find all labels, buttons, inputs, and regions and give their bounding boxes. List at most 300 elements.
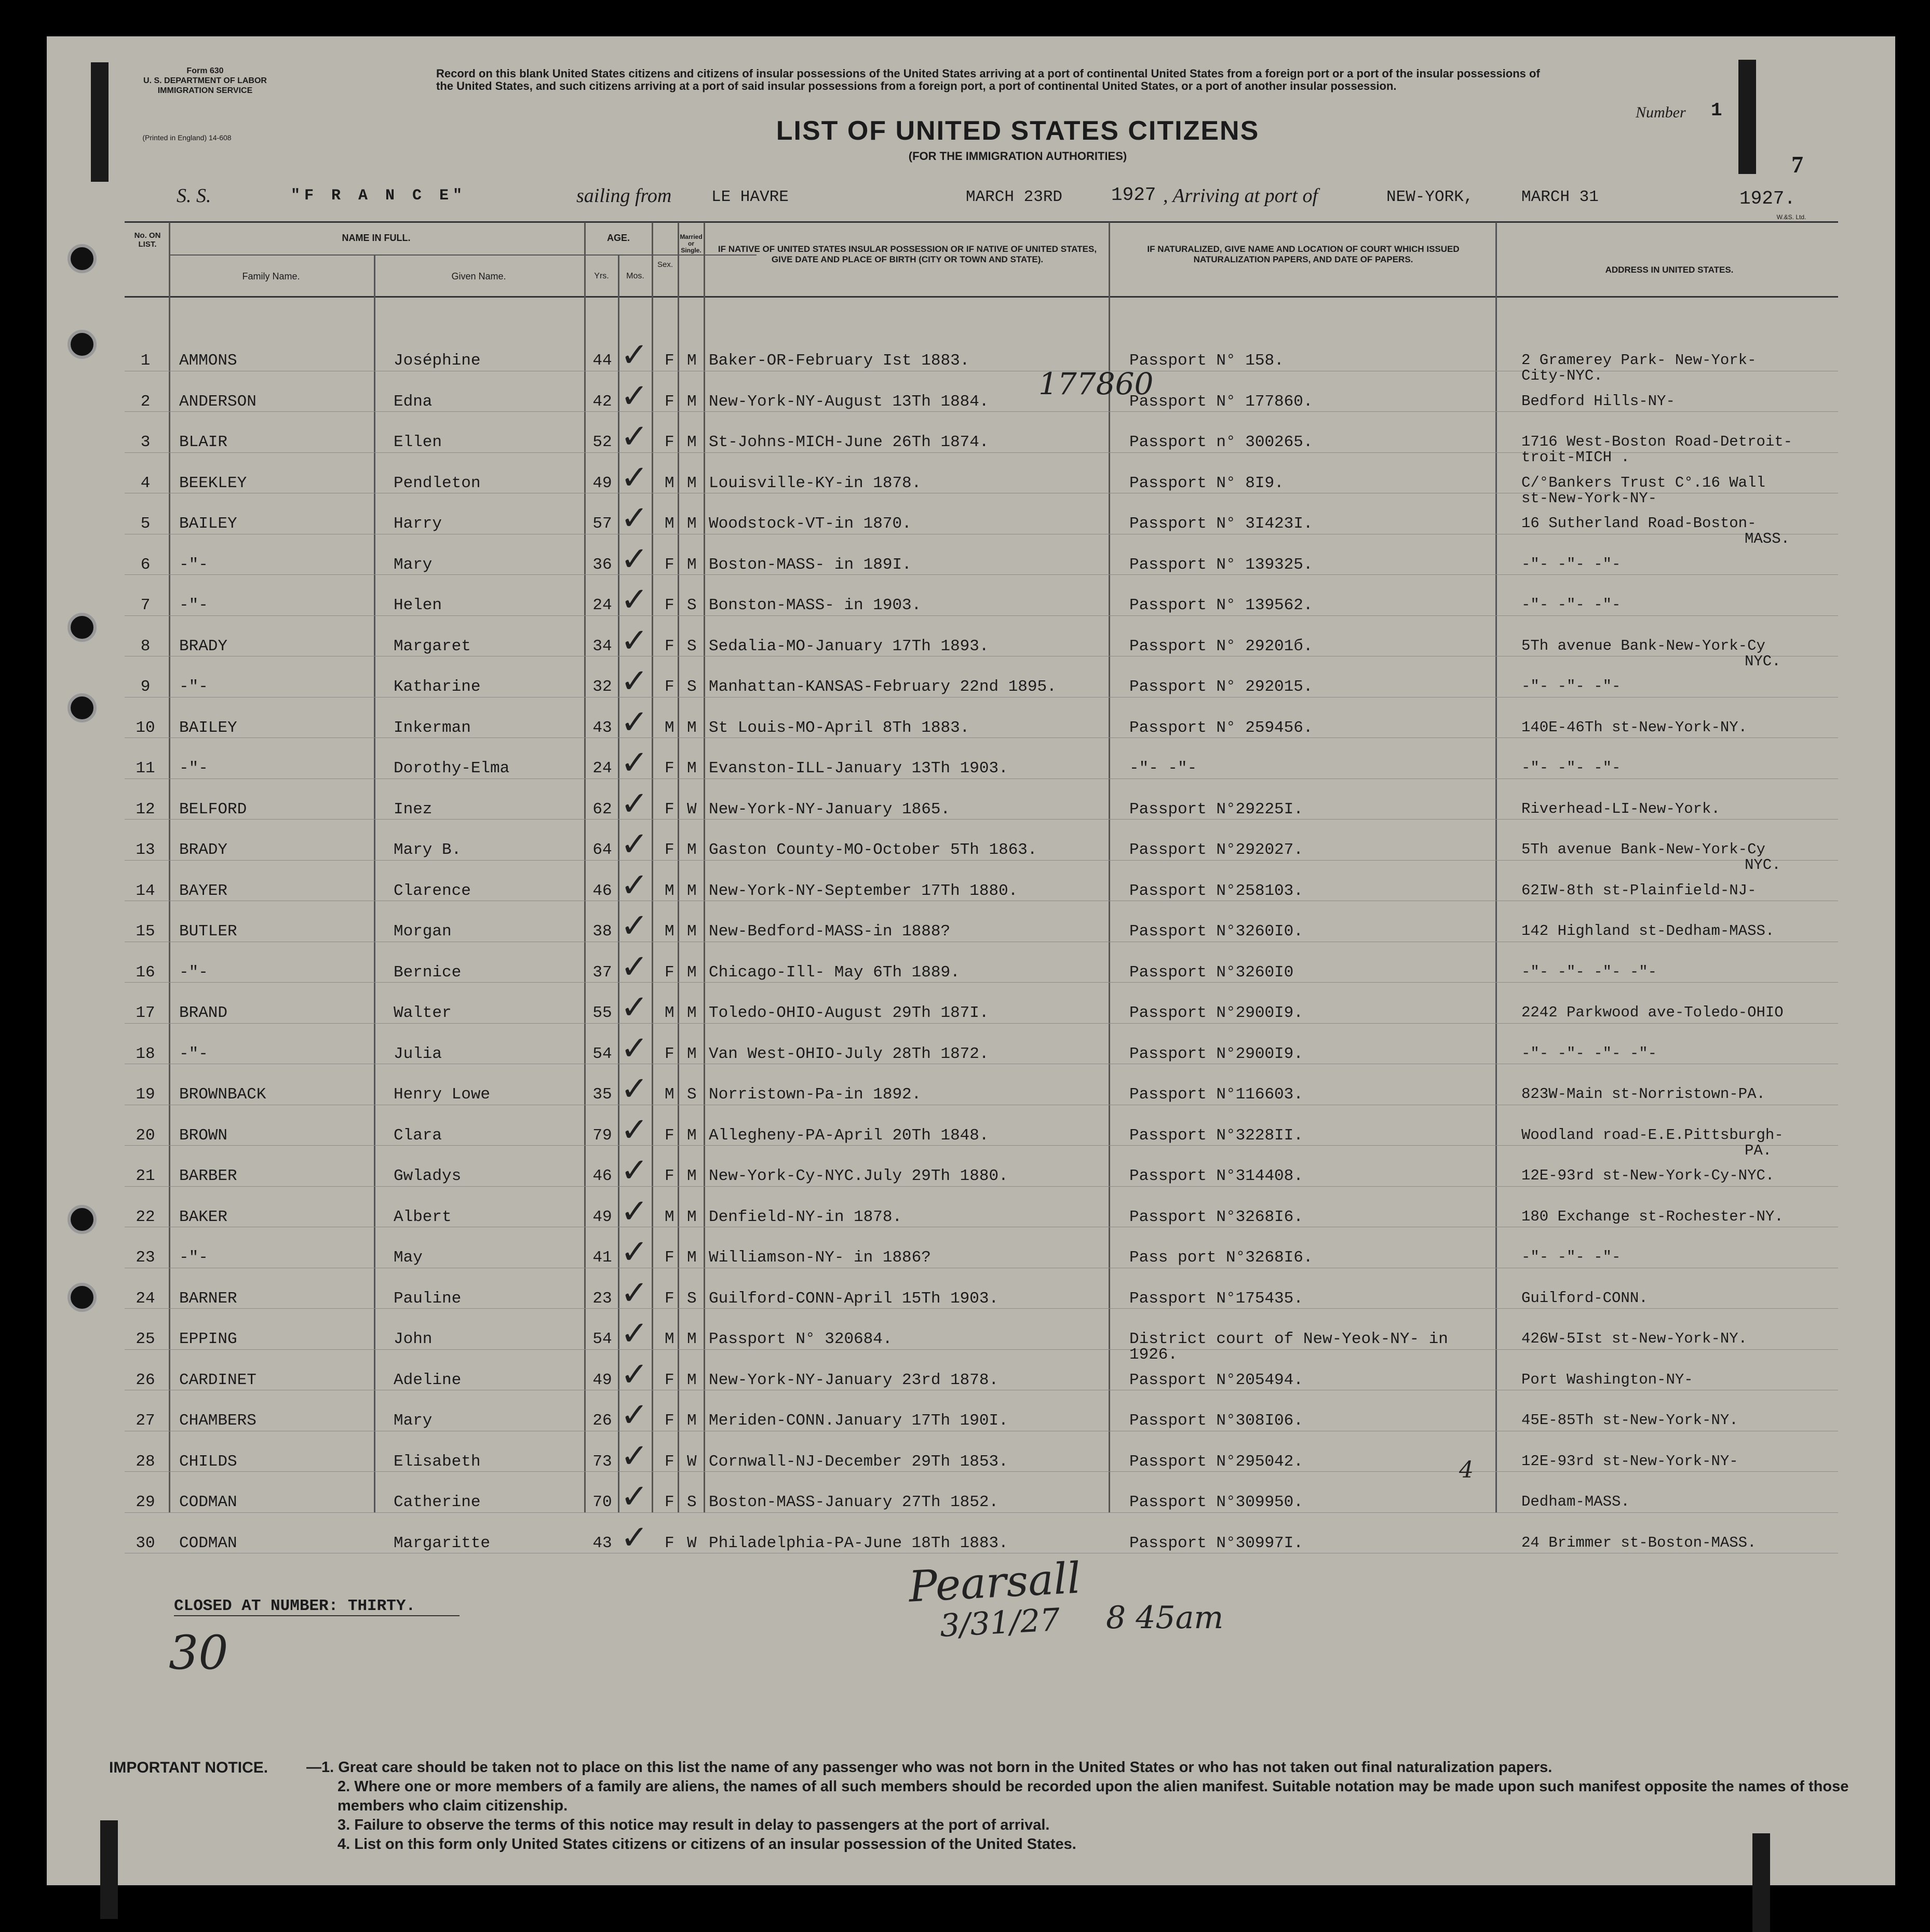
cell-no: 3 — [140, 433, 151, 451]
cell-passport: Passport N° 259456. — [1129, 718, 1313, 737]
cell-age: 35 — [592, 1085, 612, 1104]
cell-age: 38 — [592, 922, 612, 941]
cell-birth: Williamson-NY- in 1886? — [709, 1249, 931, 1267]
cell-sex: F — [665, 1289, 674, 1308]
cell-no: 16 — [136, 963, 155, 982]
cell-birth: Meriden-CONN.January 17Th 190I. — [709, 1412, 1008, 1430]
cell-given: Margaritte — [394, 1534, 491, 1552]
cell-sex: F — [665, 1493, 674, 1511]
check-mark-icon: ✓ — [620, 907, 649, 945]
cell-address: -"- -"- -"- -"- — [1521, 963, 1657, 981]
row-rule — [125, 411, 1838, 412]
cell-passport: Passport N°116603. — [1129, 1085, 1303, 1104]
cell-birth: Boston-MASS- in 189I. — [709, 555, 912, 574]
binder-tab-bottom-left-visible — [100, 1820, 118, 1919]
cell-no: 27 — [136, 1412, 155, 1430]
table-row — [47, 1437, 1895, 1482]
printer-mark: W.&S. Ltd. — [1776, 213, 1806, 221]
notice-item-4: 4. List on this form only United States citizens or citizens of an insular possession of the United States. — [338, 1836, 1076, 1853]
binder-tab-top-right — [1738, 60, 1756, 174]
cell-ms: M — [687, 1044, 697, 1063]
cell-address-line2: NYC. — [1745, 652, 1781, 670]
cell-birth: Woodstock-VT-in 1870. — [709, 515, 912, 533]
cell-passport: Passport N° 3I423I. — [1129, 515, 1313, 533]
cell-address: -"- -"- -"- — [1521, 555, 1621, 573]
row-rule — [125, 860, 1838, 861]
cell-given: Mary B. — [394, 841, 462, 859]
row-rule — [125, 1023, 1838, 1024]
cell-age: 42 — [592, 392, 612, 411]
cell-ms: M — [687, 352, 697, 370]
cell-birth: Gaston County-MO-October 5Th 1863. — [709, 841, 1037, 859]
cell-sex: M — [665, 1208, 674, 1226]
cell-family: BAILEY — [179, 718, 237, 737]
cell-passport: Pass port N°3268I6. — [1129, 1249, 1313, 1267]
cell-passport: Passport N°3260I0. — [1129, 922, 1303, 941]
cell-age: 49 — [592, 1371, 612, 1389]
cell-birth: Manhattan-KANSAS-February 22nd 1895. — [709, 678, 1057, 696]
cell-sex: F — [665, 1534, 674, 1552]
notice-item-1: —1. Great care should be taken not to place on this list the name of any passenger who was not born in the United States or who has not taken out final naturalization papers. — [306, 1759, 1553, 1776]
cell-age: 43 — [592, 718, 612, 737]
printed-label: (Printed in England) 14-608 — [142, 133, 232, 142]
cell-no: 15 — [136, 922, 155, 941]
cell-passport: Passport N°29225I. — [1129, 800, 1303, 819]
cell-address: Port Washington-NY- — [1521, 1371, 1693, 1388]
cell-age: 23 — [592, 1289, 612, 1308]
cell-no: 13 — [136, 841, 155, 859]
cell-family: BAYER — [179, 881, 228, 900]
cell-sex: M — [665, 1330, 674, 1348]
row-rule — [125, 982, 1838, 983]
cell-passport: Passport N°295042. — [1129, 1452, 1303, 1471]
cell-family: BRADY — [179, 841, 228, 859]
cell-ms: M — [687, 1249, 697, 1267]
date-to: MARCH 31 — [1521, 188, 1599, 206]
table-row — [47, 499, 1895, 547]
check-mark-icon: ✓ — [620, 662, 649, 701]
cell-family: BAKER — [179, 1208, 228, 1226]
cell-birth: Allegheny-PA-April 20Th 1848. — [709, 1126, 989, 1145]
row-rule — [125, 615, 1838, 616]
cell-age: 24 — [592, 759, 612, 777]
cell-family: -"- — [179, 555, 208, 574]
header-age: AGE. — [606, 233, 630, 243]
cell-sex: F — [665, 1044, 674, 1063]
check-mark-icon: ✓ — [620, 336, 649, 374]
cell-address-line2: MASS. — [1745, 530, 1790, 547]
cell-address-line2: troit-MICH . — [1521, 449, 1630, 466]
cell-no: 26 — [136, 1371, 155, 1389]
cell-address: 12E-93rd st-New-York-Cy-NYC. — [1521, 1167, 1775, 1184]
cell-no: 10 — [136, 718, 155, 737]
cell-family: ANDERSON — [179, 392, 257, 411]
cell-ms: S — [687, 637, 697, 655]
number-value: 1 — [1711, 100, 1722, 121]
check-mark-icon: ✓ — [620, 1273, 649, 1312]
cell-age: 79 — [592, 1126, 612, 1145]
cell-given: Henry Lowe — [394, 1085, 491, 1104]
check-mark-icon: ✓ — [620, 1518, 649, 1557]
check-mark-icon: ✓ — [620, 1070, 649, 1108]
table-row — [47, 1110, 1895, 1159]
check-mark-icon: ✓ — [620, 825, 649, 864]
cell-age: 46 — [592, 881, 612, 900]
cell-family: CODMAN — [179, 1534, 237, 1552]
cell-ms: M — [687, 1126, 697, 1145]
cell-family: EPPING — [179, 1330, 237, 1348]
row-rule — [125, 1186, 1838, 1187]
inspector-signature: Pearsall — [907, 1553, 1082, 1612]
date-from: MARCH 23RD — [966, 188, 1063, 206]
cell-age: 52 — [592, 433, 612, 451]
check-mark-icon: ✓ — [620, 458, 649, 497]
cell-address: 180 Exchange st-Rochester-NY. — [1521, 1208, 1784, 1225]
cell-sex: F — [665, 1126, 674, 1145]
table-row — [47, 784, 1895, 829]
cell-passport: Passport N°292027. — [1129, 841, 1303, 859]
table-row — [47, 744, 1895, 788]
cell-address: 140E-46Th st-New-York-NY. — [1521, 718, 1748, 736]
cell-given: Inkerman — [394, 718, 471, 737]
handwritten-count: 30 — [169, 1626, 228, 1680]
cell-given: Elisabeth — [394, 1452, 481, 1471]
cell-birth: Bonston-MASS- in 1903. — [709, 596, 922, 614]
handwritten-page-mark: 4 — [1459, 1457, 1474, 1483]
cell-passport: Passport N°3228II. — [1129, 1126, 1303, 1145]
cell-ms: M — [687, 474, 697, 492]
cell-address: 823W-Main st-Norristown-PA. — [1521, 1085, 1765, 1103]
cell-given: Clarence — [394, 881, 471, 900]
cell-birth: New-York-NY-January 23rd 1878. — [709, 1371, 999, 1389]
cell-no: 30 — [136, 1534, 155, 1552]
notice-label: IMPORTANT NOTICE. — [109, 1759, 268, 1776]
cell-address: 5Th avenue Bank-New-York-Cy — [1521, 637, 1765, 654]
cell-birth: Boston-MASS-January 27Th 1852. — [709, 1493, 999, 1511]
cell-address-line2: st-New-York-NY- — [1521, 489, 1657, 507]
cell-address: Riverhead-LI-New-York. — [1521, 800, 1720, 817]
cell-birth: New-York-NY-August 13Th 1884. — [709, 392, 989, 411]
cell-sex: F — [665, 352, 674, 370]
table-row — [47, 1151, 1895, 1196]
cell-ms: M — [687, 392, 697, 411]
check-mark-icon: ✓ — [620, 540, 649, 579]
header-bottom-rule — [125, 296, 1838, 298]
table-row — [47, 988, 1895, 1033]
cell-passport: Passport N° 158. — [1129, 352, 1284, 370]
cell-family: -"- — [179, 596, 208, 614]
cell-address: 5Th avenue Bank-New-York-Cy — [1521, 841, 1765, 858]
cell-birth: Denfield-NY-in 1878. — [709, 1208, 902, 1226]
check-mark-icon: ✓ — [620, 581, 649, 619]
cell-address: -"- -"- -"- — [1521, 759, 1621, 776]
header-married: Married or Single. — [680, 233, 703, 254]
table-row — [47, 1273, 1895, 1319]
cell-birth: St-Johns-MICH-June 26Th 1874. — [709, 433, 989, 451]
ship-name: "F R A N C E" — [291, 187, 467, 205]
cell-birth: Baker-OR-February Ist 1883. — [709, 352, 970, 370]
cell-birth: Philadelphia-PA-June 18Th 1883. — [709, 1534, 1008, 1552]
closed-at-number: CLOSED AT NUMBER: THIRTY. — [174, 1597, 416, 1615]
cell-no: 17 — [136, 1004, 155, 1022]
check-mark-icon: ✓ — [620, 1233, 649, 1271]
cell-ms: S — [687, 1085, 697, 1104]
row-rule — [125, 1308, 1838, 1309]
header-yrs: Yrs. — [594, 272, 609, 280]
cell-ms: W — [687, 1452, 697, 1471]
header-family: Family Name. — [242, 271, 300, 281]
check-mark-icon: ✓ — [620, 377, 649, 415]
header-given: Given Name. — [451, 271, 506, 281]
cell-no: 24 — [136, 1289, 155, 1308]
cell-given: Julia — [394, 1044, 442, 1063]
cell-ms: M — [687, 1330, 697, 1348]
cell-age: 26 — [592, 1412, 612, 1430]
row-rule — [125, 1145, 1838, 1146]
table-row — [47, 1478, 1895, 1522]
cell-passport: Passport N°2900I9. — [1129, 1044, 1303, 1063]
cell-family: -"- — [179, 759, 208, 777]
cell-family: BROWNBACK — [179, 1085, 266, 1104]
cell-address: 12E-93rd st-New-York-NY- — [1521, 1452, 1738, 1470]
cell-no: 2 — [140, 392, 151, 411]
cell-age: 43 — [592, 1534, 612, 1552]
cell-no: 4 — [140, 474, 151, 492]
cell-given: Ellen — [394, 433, 442, 451]
cell-ms: M — [687, 841, 697, 859]
cell-age: 62 — [592, 800, 612, 819]
cell-address-line2: NYC. — [1745, 856, 1781, 874]
check-mark-icon: ✓ — [620, 1192, 649, 1231]
cell-passport: Passport N° 8I9. — [1129, 474, 1284, 492]
cell-passport: Passport N° 292015. — [1129, 678, 1313, 696]
department-label: U. S. DEPARTMENT OF LABOR — [143, 76, 267, 85]
cell-address: 24 Brimmer st-Boston-MASS. — [1521, 1534, 1757, 1551]
check-mark-icon: ✓ — [620, 947, 649, 986]
cell-family: BARNER — [179, 1289, 237, 1308]
cell-ms: W — [687, 800, 697, 819]
cell-sex: F — [665, 1249, 674, 1267]
cell-sex: M — [665, 1085, 674, 1104]
year-to: 1927. — [1739, 188, 1796, 209]
check-mark-icon: ✓ — [620, 1151, 649, 1190]
table-row — [47, 703, 1895, 748]
cell-passport: Passport N°314408. — [1129, 1167, 1303, 1185]
binder-tab-top-left — [91, 62, 109, 182]
cell-sex: F — [665, 596, 674, 614]
cell-ms: M — [687, 881, 697, 900]
closed-underline — [174, 1615, 460, 1616]
cell-given: John — [394, 1330, 433, 1348]
list-title: LIST OF UNITED STATES CITIZENS — [776, 116, 1260, 146]
cell-given: Pendleton — [394, 474, 481, 492]
list-subtitle: (FOR THE IMMIGRATION AUTHORITIES) — [908, 150, 1127, 163]
cell-age: 34 — [592, 637, 612, 655]
cell-sex: F — [665, 678, 674, 696]
cell-no: 5 — [140, 515, 151, 533]
cell-ms: M — [687, 1004, 697, 1022]
cell-no: 29 — [136, 1493, 155, 1511]
cell-passport: Passport N°2900I9. — [1129, 1004, 1303, 1022]
cell-sex: F — [665, 800, 674, 819]
cell-passport: Passport N°308I06. — [1129, 1412, 1303, 1430]
cell-age: 37 — [592, 963, 612, 982]
check-mark-icon: ✓ — [620, 866, 649, 905]
cell-sex: M — [665, 1004, 674, 1022]
cell-no: 21 — [136, 1167, 155, 1185]
cell-family: BAILEY — [179, 515, 237, 533]
cell-given: Dorothy-Elma — [394, 759, 510, 777]
cell-given: Bernice — [394, 963, 462, 982]
table-row — [47, 907, 1895, 951]
service-label: IMMIGRATION SERVICE — [157, 86, 253, 95]
cell-given: Catherine — [394, 1493, 481, 1511]
cell-ms: M — [687, 515, 697, 533]
cell-sex: M — [665, 881, 674, 900]
cell-passport: Passport N° 29201б. — [1129, 637, 1313, 655]
cell-address: 1716 West-Boston Road-Detroit- — [1521, 433, 1793, 450]
table-row — [47, 377, 1895, 422]
cell-birth: St Louis-MO-April 8Th 1883. — [709, 718, 970, 737]
cell-ms: M — [687, 922, 697, 941]
cell-sex: F — [665, 1452, 674, 1471]
cell-sex: F — [665, 392, 674, 411]
cell-ms: M — [687, 718, 697, 737]
cell-no: 20 — [136, 1126, 155, 1145]
header-name-in-full: NAME IN FULL. — [342, 233, 411, 243]
cell-family: BROWN — [179, 1126, 228, 1145]
row-rule — [125, 1471, 1838, 1472]
table-row — [47, 825, 1895, 874]
check-mark-icon: ✓ — [620, 1029, 649, 1068]
handwritten-passport-note: 177860 — [1038, 366, 1154, 401]
cell-given: Clara — [394, 1126, 442, 1145]
cell-no: 19 — [136, 1085, 155, 1104]
cell-ms: M — [687, 1371, 697, 1389]
check-mark-icon: ✓ — [620, 418, 649, 456]
cell-family: -"- — [179, 1249, 208, 1267]
port-from: LE HAVRE — [711, 188, 789, 206]
cell-sex: M — [665, 515, 674, 533]
table-row — [47, 1518, 1895, 1563]
table-row — [47, 1070, 1895, 1115]
row-rule — [125, 1512, 1838, 1513]
cell-ms: S — [687, 596, 697, 614]
cell-sex: F — [665, 1371, 674, 1389]
cell-family: BEEKLEY — [179, 474, 247, 492]
cell-family: CHILDS — [179, 1452, 237, 1471]
cell-age: 44 — [592, 352, 612, 370]
cell-family: BARBER — [179, 1167, 237, 1185]
signature-time: 8 45am — [1106, 1600, 1224, 1636]
cell-ms: W — [687, 1534, 697, 1552]
header-birth: IF NATIVE OF UNITED STATES INSULAR POSSESSION OR IF NATIVE OF UNITED STATES, GIVE DATE AND PLACE OF BIRTH (CITY OR TOWN AND STATE). — [718, 244, 1097, 264]
cell-given: Pauline — [394, 1289, 462, 1308]
cell-given: Helen — [394, 596, 442, 614]
cell-passport: Passport N°309950. — [1129, 1493, 1303, 1511]
header-no: No. ON LIST. — [134, 231, 161, 249]
cell-given: Gwladys — [394, 1167, 462, 1185]
cell-given: Harry — [394, 515, 442, 533]
cell-birth: Guilford-CONN-April 15Th 1903. — [709, 1289, 999, 1308]
cell-age: 64 — [592, 841, 612, 859]
cell-no: 9 — [140, 678, 151, 696]
cell-birth: Chicago-Ill- May 6Th 1889. — [709, 963, 960, 982]
cell-no: 8 — [140, 637, 151, 655]
cell-no: 14 — [136, 881, 155, 900]
header-mos: Mos. — [626, 272, 644, 280]
table-row — [47, 947, 1895, 992]
cell-ms: M — [687, 759, 697, 777]
cell-no: 1 — [140, 352, 151, 370]
cell-no: 11 — [136, 759, 155, 777]
cell-passport: District court of New-Yeok-NY- in — [1129, 1330, 1448, 1348]
cell-passport: Passport n° 300265. — [1129, 433, 1313, 451]
cell-sex: F — [665, 759, 674, 777]
instruction-text: Record on this blank United States citizens and citizens of insular possessions of the United States arriving at a port of continental United States from a foreign port or a port of the insular possessions of the United States, and such citizens arriving at a port of said insular possessions from a foreign port, a port of continental United States, or a port of another insular possession. — [436, 67, 1540, 92]
cell-address: -"- -"- -"- — [1521, 596, 1621, 613]
table-row — [47, 1396, 1895, 1441]
cell-family: BRADY — [179, 637, 228, 655]
table-row — [47, 418, 1895, 466]
notice-item-3: 3. Failure to observe the terms of this notice may result in delay to passengers at the port of arrival. — [338, 1817, 1050, 1833]
cell-age: 70 — [592, 1493, 612, 1511]
cell-passport: Passport N°3260I0 — [1129, 963, 1294, 982]
cell-ms: M — [687, 1412, 697, 1430]
cell-address-line2: PA. — [1745, 1142, 1772, 1159]
cell-ms: M — [687, 433, 697, 451]
cell-passport: Passport N°30997I. — [1129, 1534, 1303, 1552]
cell-birth: Evanston-ILL-January 13Th 1903. — [709, 759, 1008, 777]
cell-family: -"- — [179, 963, 208, 982]
check-mark-icon: ✓ — [620, 1110, 649, 1149]
cell-sex: F — [665, 1412, 674, 1430]
table-row — [47, 621, 1895, 670]
cell-no: 23 — [136, 1249, 155, 1267]
table-top-rule — [125, 221, 1838, 223]
header-naturalized: IF NATURALIZED, GIVE NAME AND LOCATION OF COURT WHICH ISSUED NATURALIZATION PAPERS, AND DATE OF PAPERS. — [1147, 244, 1460, 264]
header-address: ADDRESS IN UNITED STATES. — [1605, 265, 1734, 275]
name-subheader-rule — [170, 254, 757, 256]
cell-family: BUTLER — [179, 922, 237, 941]
cell-passport: Passport N° 139325. — [1129, 555, 1313, 574]
cell-address: 2 Gramerey Park- New-York- — [1521, 352, 1757, 369]
number-label: Number — [1636, 104, 1686, 121]
cell-family: BELFORD — [179, 800, 247, 819]
cell-ms: M — [687, 963, 697, 982]
cell-address-line2: City-NYC. — [1521, 367, 1603, 384]
cell-address: 2242 Parkwood ave-Toledo-OHIO — [1521, 1004, 1784, 1021]
table-row — [47, 1233, 1895, 1278]
cell-family: CARDINET — [179, 1371, 257, 1389]
signature-date: 3/31/27 — [939, 1601, 1061, 1645]
cell-passport: -"- -"- — [1129, 759, 1197, 777]
cell-ms: S — [687, 1289, 697, 1308]
form-number: Form 630 — [186, 66, 224, 75]
cell-age: 32 — [592, 678, 612, 696]
cell-address: Bedford Hills-NY- — [1521, 392, 1675, 410]
table-row — [47, 581, 1895, 625]
cell-birth: New-Bedford-MASS-in 1888? — [709, 922, 951, 941]
check-mark-icon: ✓ — [620, 1396, 649, 1434]
cell-family: CHAMBERS — [179, 1412, 257, 1430]
cell-age: 46 — [592, 1167, 612, 1185]
cell-age: 24 — [592, 596, 612, 614]
check-mark-icon: ✓ — [620, 1355, 649, 1394]
arriving-label: , Arriving at port of — [1163, 185, 1318, 207]
cell-birth: Sedalia-MO-January 17Th 1893. — [709, 637, 989, 655]
cell-address: 142 Highland st-Dedham-MASS. — [1521, 922, 1775, 940]
